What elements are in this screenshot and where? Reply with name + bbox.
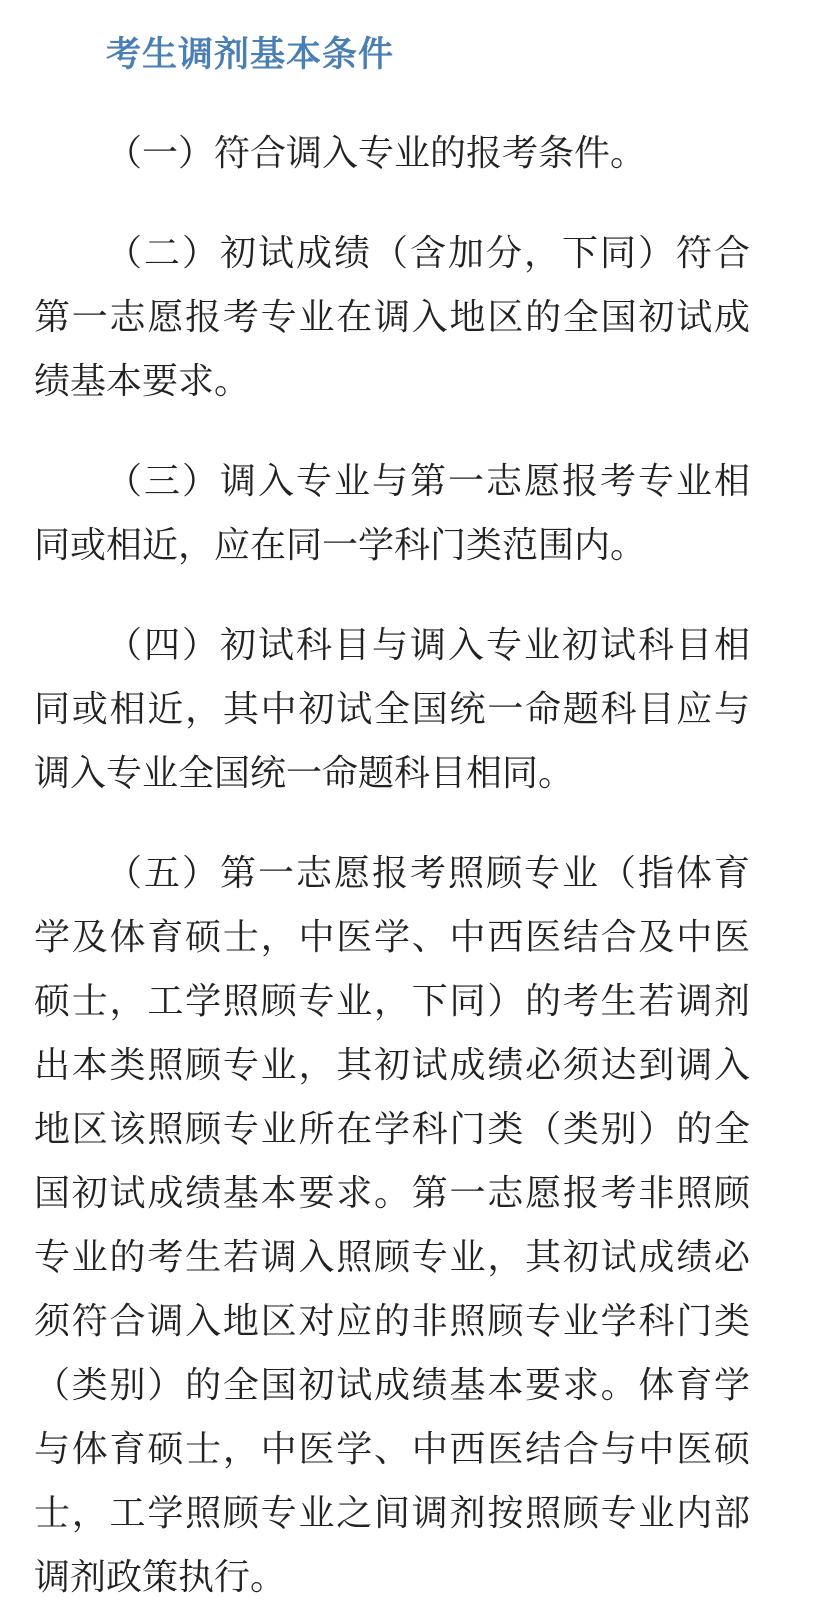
- condition-paragraph-4: （四）初试科目与调入专业初试科目相同或相近，其中初试全国统一命题科目应与调入专业全国统一命题科目相同。: [34, 625, 750, 794]
- condition-paragraph-1: （一）符合调入专业的报考条件。: [106, 133, 647, 174]
- condition-paragraph-3: （三）调入专业与第一志愿报考专业相同或相近，应在同一学科门类范围内。: [34, 461, 750, 566]
- section-heading: 考生调剂基本条件: [106, 35, 395, 75]
- article: [34, 30, 750, 1610]
- condition-paragraph-5: （五）第一志愿报考照顾专业（指体育学及体育硕士，中医学、中西医结合及中医硕士，工学照顾专业，下同）的考生若调剂出本类照顾专业，其初试成绩必须达到调入地区该照顾专业所在学科门类（类别）的全国初试成绩基本要求。第一志愿报考非照顾专业的考生若调入照顾专业，其初试成绩必须符合调入地区对应的非照顾专业学科门类（类别）的全国初试成绩基本要求。体育学与体育硕士，中医学、中西医结合与中医硕士，工学照顾专业之间调剂按照顾专业内部调剂政策执行。: [34, 853, 750, 1598]
- condition-paragraph-2: （二）初试成绩（含加分，下同）符合第一志愿报考专业在调入地区的全国初试成绩基本要求。: [34, 233, 750, 402]
